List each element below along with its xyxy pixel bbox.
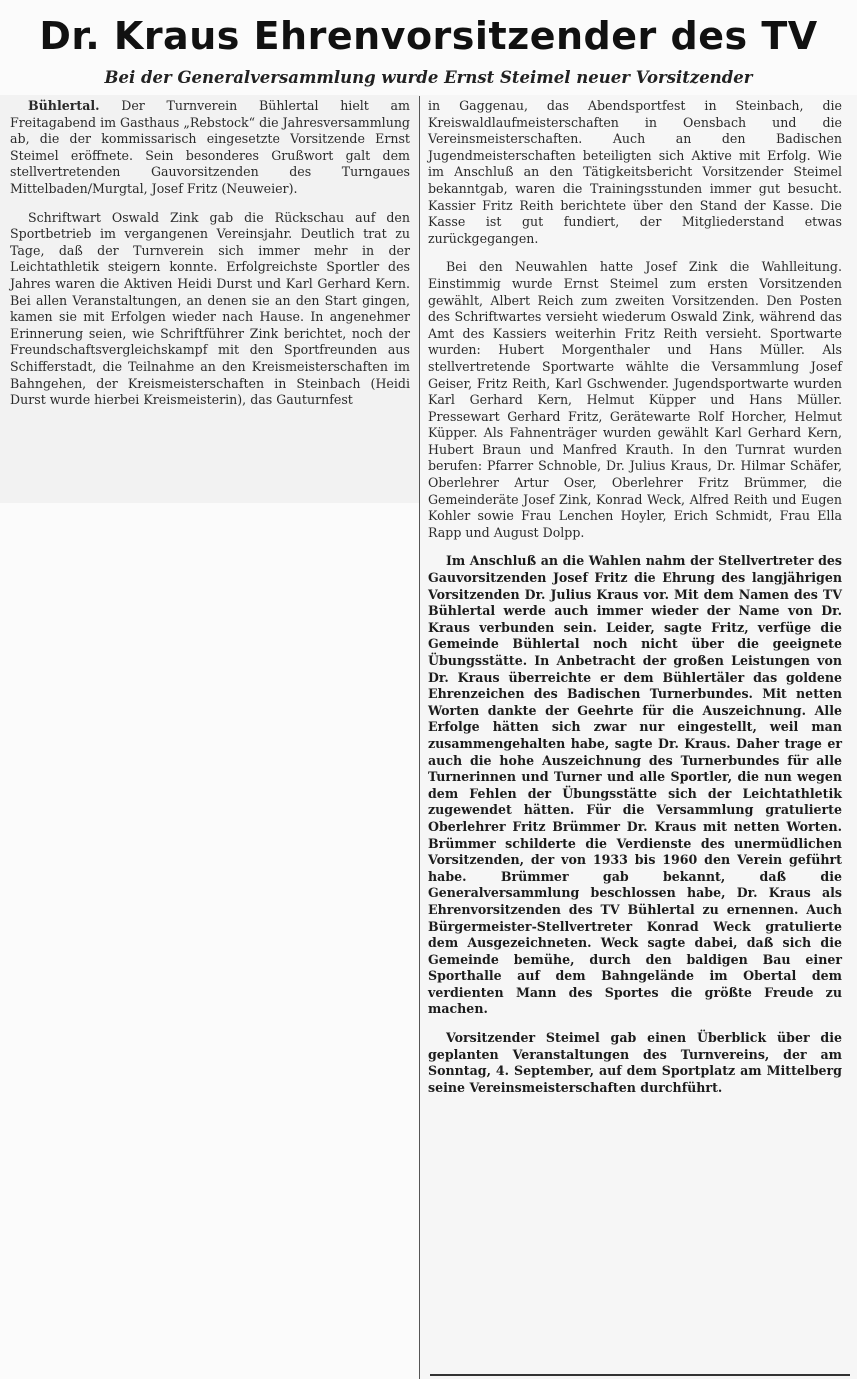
column-divider [419, 96, 420, 1379]
dateline: Bühlertal. [28, 98, 100, 113]
left-column [10, 98, 410, 421]
right-column [428, 98, 842, 1108]
bottom-rule [430, 1374, 850, 1376]
left-paragraph-1 [10, 98, 410, 198]
right-paragraph-4: Vorsitzender Steimel gab einen Überblick über die geplanten Veranstaltungen des Turnvereins, der am Sonntag, 4. September, auf dem Sportplatz am Mittelberg seine Vereinsmeisterschaften durchführt. [428, 1030, 842, 1095]
right-paragraph-3: Im Anschluß an die Wahlen nahm der Stellvertreter des Gauvorsitzenden Josef Fritz die Ehrung des langjährigen Vorsitzenden Dr. Julius Kraus vor. Mit dem Namen des TV Bühlertal werde auch immer wieder der Name von Dr. Kraus verbunden sein. Leider, sagte Fritz, verfüge die Gemeinde Bühlertal noch nicht über die geeignete Übungsstätte. In Anbetracht der großen Leistungen von Dr. Kraus überreichte er dem Bühlertäler das goldene Ehrenzeichen des Badischen Turnerbundes. Mit netten Worten dankte der Geehrte für die Auszeichnung. Alle Erfolge hätten sich zwar nur eingestellt, weil man zusammengehalten habe, sagte Dr. Kraus. Daher trage er auch die hohe Auszeichnung des Turnerbundes für alle Turnerinnen und Turner und alle Sportler, die nun wegen dem Fehlen der Übungsstätte sich der Leichtathletik zugewendet hätten. Für die Versammlung gratulierte Oberlehrer Fritz Brümmer Dr. Kraus mit netten Worten. Brümmer schilderte die Verdienste des unermüdlichen Vorsitzenden, der von 1933 bis 1960 den Verein geführt habe. Brümmer gab bekannt, daß die Generalversammlung beschlossen habe, Dr. Kraus als Ehrenvorsitzenden des TV Bühlertal zu ernennen. Auch Bürgermeister-Stellvertreter Konrad Weck gratulierte dem Ausgezeichneten. Weck sagte dabei, daß sich die Gemeinde bemühe, durch den baldigen Bau einer Sporthalle auf dem Bahngelände im Obertal dem verdienten Mann des Sportes die größte Freude zu machen. [428, 553, 842, 1017]
subheadline: Bei der Generalversammlung wurde Ernst Steimel neuer Vorsitzender [104, 68, 753, 87]
right-paragraph-2: Bei den Neuwahlen hatte Josef Zink die Wahlleitung. Einstimmig wurde Ernst Steimel zum ersten Vorsitzenden gewählt, Albert Reich zum zweiten Vorsitzenden. Den Posten des Schriftwartes versieht wiederum Oswald Zink, während das Amt des Kassiers weiterhin Fritz Reith versieht. Sportwarte wurden: Hubert Morgenthaler und Hans Müller. Als stellvertretende Sportwarte wählte die Versammlung Josef Geiser, Fritz Reith, Karl Gschwender. Jugendsportwarte wurden Karl Gerhard Kern, Helmut Küpper und Hans Müller. Pressewart Gerhard Fritz, Gerätewarte Rolf Horcher, Helmut Küpper. Als Fahnenträger wurden gewählt Karl Gerhard Kern, Hubert Braun und Manfred Krauth. In den Turnrat wurden berufen: Pfarrer Schnoble, Dr. Julius Kraus, Dr. Hilmar Schäfer, Oberlehrer Artur Oser, Oberlehrer Fritz Brümmer, die Gemeinderäte Josef Zink, Konrad Weck, Alfred Reith und Eugen Kohler sowie Frau Lenchen Hoyler, Erich Schmidt, Frau Ella Rapp und August Dolpp. [428, 259, 842, 540]
right-paragraph-1: in Gaggenau, das Abendsportfest in Steinbach, die Kreiswaldlaufmeisterschaften in Oensbach und die Vereinsmeisterschaften. Auch an den Badischen Jugendmeisterschaften beteiligten sich Aktive mit Erfolg. Wie im Anschluß an den Tätigkeitsbericht Vorsitzender Steimel bekanntgab, waren die Trainingsstunden immer gut besucht. Kassier Fritz Reith berichtete über den Stand der Kasse. Die Kasse ist gut fundiert, der Mitgliederstand etwas zurückgegangen. [428, 98, 842, 246]
left-paragraph-2: Schriftwart Oswald Zink gab die Rückschau auf den Sportbetrieb im vergangenen Vereinsjahr. Deutlich trat zu Tage, daß der Turnverein sich immer mehr in der Leichtathletik steigern konnte. Erfolgreichste Sportler des Jahres waren die Aktiven Heidi Durst und Karl Gerhard Kern. Bei allen Veranstaltungen, an denen sie an den Start gingen, kamen sie mit Erfolgen wieder nach Hause. In angenehmer Erinnerung seien, wie Schriftführer Zink berichtet, noch der Freundschaftsvergleichskampf mit den Sportfreunden aus Schifferstadt, die Teilnahme an den Kreismeisterschaften im Bahngehen, der Kreismeisterschaften in Steinbach (Heidi Durst wurde hierbei Kreismeisterin), das Gauturnfest [10, 209, 410, 408]
headline: Dr. Kraus Ehrenvorsitzender des TV [39, 14, 818, 58]
left-paragraph-1-text: Der Turnverein Bühlertal hielt am Freitagabend im Gasthaus „Rebstock“ die Jahresversammlung ab, die der kommissarisch eingesetzte Vorsitzende Ernst Steimel eröffnete. Sein besonderes Grußwort galt dem stellvertretenden Gauvorsitzenden des Turngaues Mittelbaden/Murgtal, Josef Fritz (Neuweier). [10, 98, 410, 196]
